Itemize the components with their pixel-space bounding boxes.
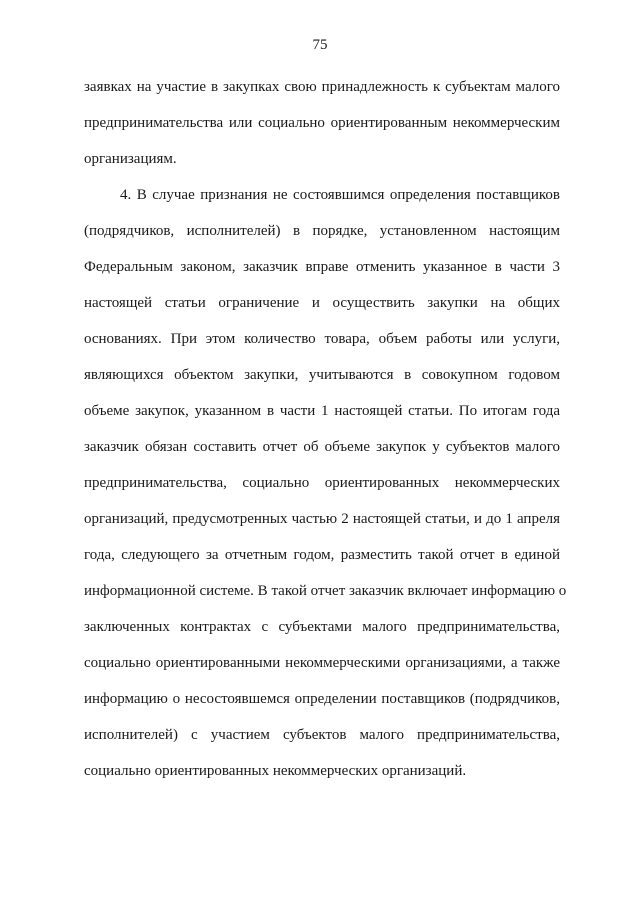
text-line: объеме закупок, указанном в части 1 настоящей статьи. По итогам года (84, 403, 560, 419)
page-number: 75 (312, 37, 328, 53)
text-line: года, следующего за отчетным годом, разместить такой отчет в единой (84, 547, 560, 563)
text-line: социально ориентированными некоммерческими организациями, а также (84, 655, 560, 671)
text-line: предпринимательства или социально ориентированным некоммерческим (84, 115, 560, 131)
text-line: информацию о несостоявшемся определении поставщиков (подрядчиков, (84, 691, 560, 707)
text-line: организаций, предусмотренных частью 2 настоящей статьи, и до 1 апреля (84, 511, 560, 527)
text-line: организациям. (84, 151, 177, 167)
text-line: информационной системе. В такой отчет заказчик включает информацию о (84, 583, 567, 599)
text-line: являющихся объектом закупки, учитываются в совокупном годовом (84, 367, 560, 383)
text-line: исполнителей) с участием субъектов малого предпринимательства, (84, 727, 560, 743)
text-line: настоящей статьи ограничение и осуществить закупки на общих (84, 295, 560, 311)
text-line: заявках на участие в закупках свою принадлежность к субъектам малого (84, 79, 560, 95)
text-line: заказчик обязан составить отчет об объеме закупок у субъектов малого (84, 439, 560, 455)
text-line: заключенных контрактах с субъектами малого предпринимательства, (84, 619, 560, 635)
text-line: социально ориентированных некоммерческих организаций. (84, 763, 467, 779)
paragraph-4-first-line: 4. В случае признания не состоявшимся определения поставщиков (120, 187, 560, 203)
text-line: Федеральным законом, заказчик вправе отменить указанное в части 3 (84, 259, 560, 275)
text-line: основаниях. При этом количество товара, объем работы или услуги, (84, 331, 560, 347)
text-line: предпринимательства, социально ориентированных некоммерческих (84, 475, 560, 491)
text-line: (подрядчиков, исполнителей) в порядке, установленном настоящим (84, 223, 560, 239)
